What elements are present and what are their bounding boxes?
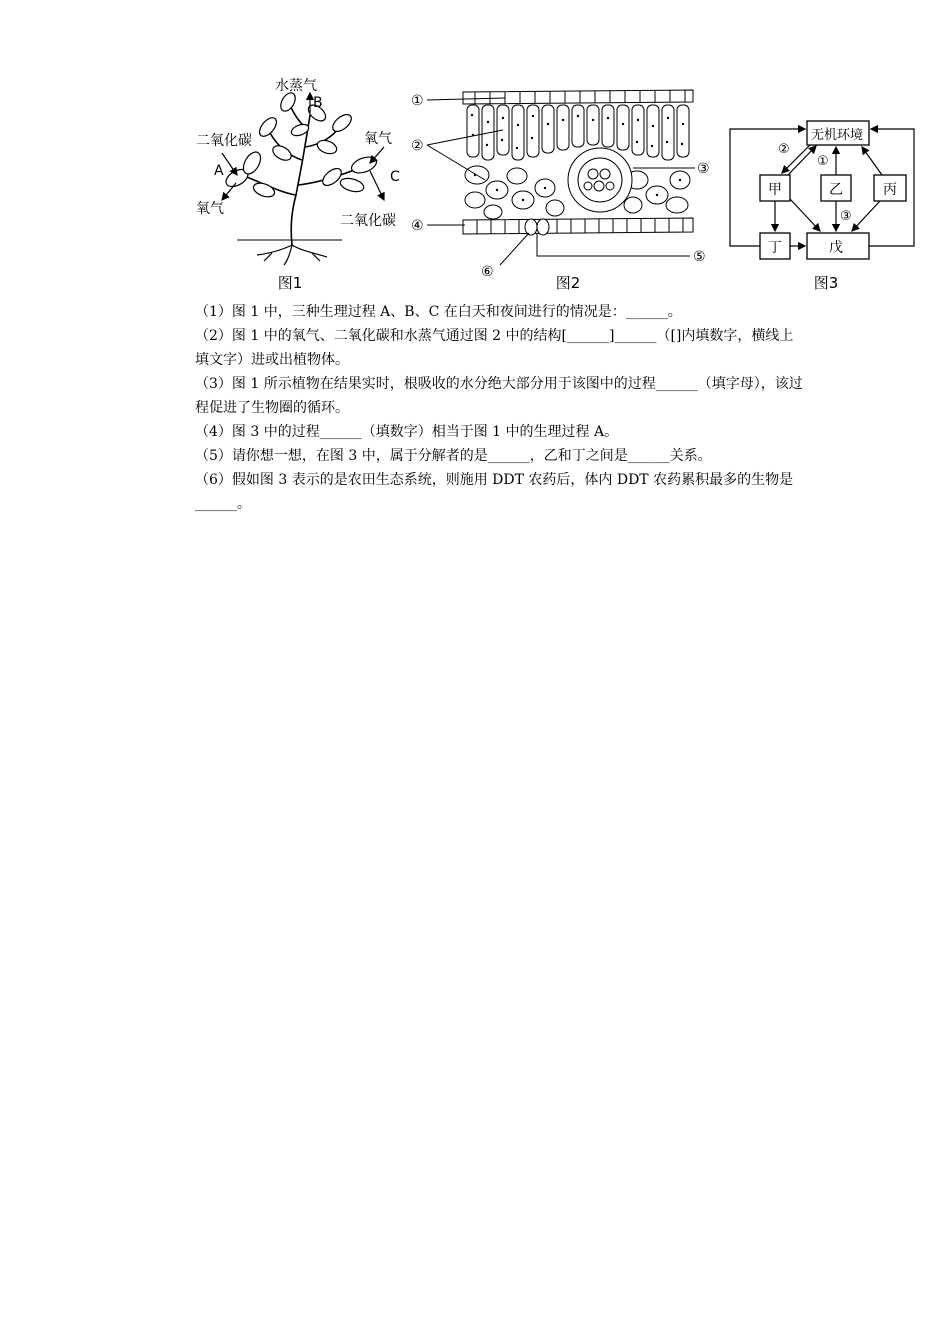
arrow-C-co2-out (370, 171, 384, 200)
marker-2: ② (411, 138, 424, 154)
node-ding-label: 丁 (768, 240, 782, 256)
arrow-C-o2-in (370, 147, 384, 163)
marker-5: ⑤ (693, 249, 706, 265)
figure-1-plant (192, 75, 417, 270)
figure-3-ecosystem (722, 115, 922, 270)
node-jia-label: 甲 (768, 182, 782, 198)
label-B: B (313, 95, 323, 111)
palisade-layer (467, 105, 689, 160)
label-co2-left: 二氧化碳 (196, 133, 252, 149)
arrow-label-3: ③ (840, 209, 852, 224)
marker-4: ④ (411, 218, 424, 234)
plant-roots (237, 240, 342, 265)
node-yi-label: 乙 (829, 182, 843, 198)
arrow-label-1: ① (817, 154, 829, 169)
marker-3: ③ (697, 161, 710, 177)
label-co2-right: 二氧化碳 (340, 213, 396, 229)
lower-epidermis (463, 218, 693, 234)
figure-3-caption: 图3 (813, 274, 839, 292)
marker-1: ① (411, 93, 424, 109)
label-A: A (214, 163, 224, 179)
arrow-A-co2-in (222, 153, 237, 175)
figure-2-caption: 图2 (555, 274, 581, 292)
node-env-label: 无机环境 (811, 128, 864, 143)
arrow-label-2: ② (778, 142, 790, 157)
label-water-vapor: 水蒸气 (275, 78, 317, 94)
node-bing-label: 丙 (883, 182, 897, 198)
label-o2-right: 氧气 (364, 131, 392, 147)
marker-6: ⑥ (481, 264, 494, 280)
label-C: C (390, 169, 400, 185)
upper-epidermis (463, 90, 693, 104)
figure-1-caption: 图1 (277, 274, 303, 292)
node-wu-label: 戊 (829, 240, 843, 256)
leaf-vein (568, 148, 632, 212)
question-4: （4）图 3 中的过程______（填数字）相当于图 1 中的生理过程 A。 (195, 424, 619, 440)
question-1: （1）图 1 中，三种生理过程 A、B、C 在白天和夜间进行的情况是：______。 (195, 304, 682, 320)
question-5: （5）请你想一想，在图 3 中，属于分解者的是______，乙和丁之间是______关系。 (195, 448, 712, 464)
question-6: （6）假如图 3 表示的是农田生态系统，则施用 DDT 农药后，体内 DDT 农药累积最多的生物是______。 (195, 472, 794, 512)
label-o2-left: 氧气 (196, 201, 224, 217)
figure-2-leaf-section (405, 80, 725, 280)
question-2: （2）图 1 中的氧气、二氧化碳和水蒸气通过图 2 中的结构[______]______（[]内填数字，横线上填文字）进或出植物体。 (195, 328, 794, 368)
question-3: （3）图 1 所示植物在结果实时，根吸收的水分绝大部分用于该图中的过程______（填字母），该过程促进了生物圈的循环。 (195, 376, 803, 416)
